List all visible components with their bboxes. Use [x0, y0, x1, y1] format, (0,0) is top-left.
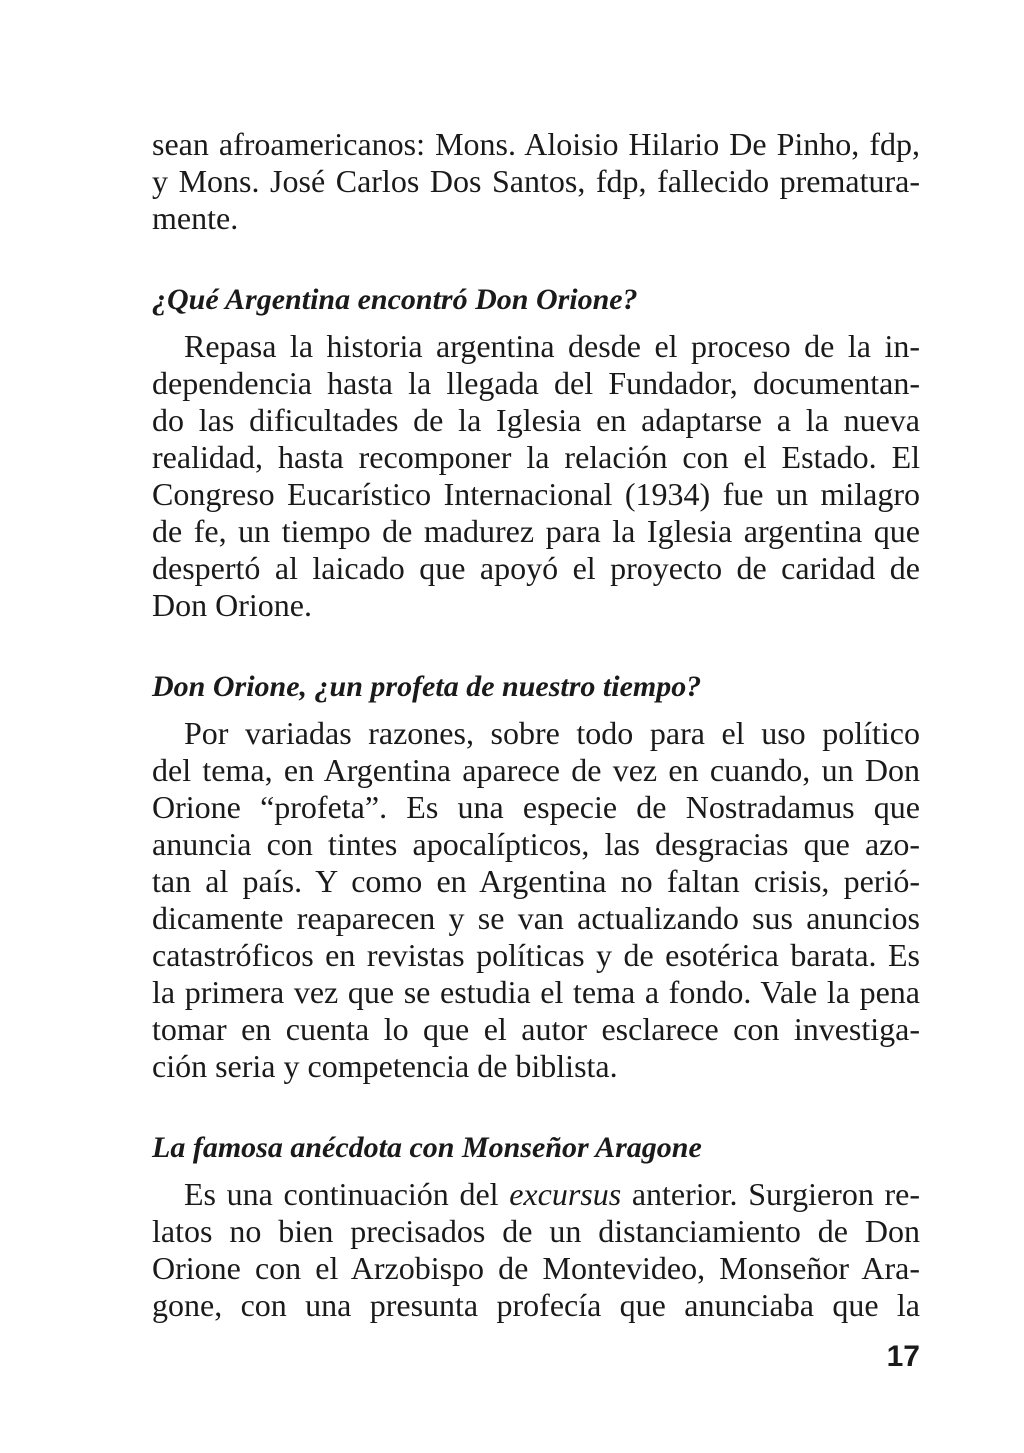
text-segment: anterior. Surgieron re-	[621, 1176, 921, 1212]
text-line: Congreso Eucarístico Internacional (1934) fue un milagro	[152, 476, 920, 512]
document-page	[152, 126, 920, 1324]
text-line: Por variadas razones, sobre todo para el uso político	[184, 715, 920, 751]
section-paragraph	[152, 328, 920, 624]
section-paragraph	[152, 715, 920, 1085]
text-line: del tema, en Argentina aparece de vez en cuando, un Don	[152, 752, 920, 788]
text-line: Repasa la historia argentina desde el proceso de la in-	[184, 328, 920, 364]
text-line: gone, con una presunta profecía que anunciaba que la	[152, 1287, 920, 1323]
text-line: Orione con el Arzobispo de Montevideo, Monseñor Ara-	[152, 1250, 920, 1286]
text-line: catastróficos en revistas políticas y de esotérica barata. Es	[152, 937, 920, 973]
text-line: realidad, hasta recomponer la relación con el Estado. El	[152, 439, 920, 475]
text-line: tomar en cuenta lo que el autor esclarece con investiga-	[152, 1011, 920, 1047]
section-heading: ¿Qué Argentina encontró Don Orione?	[152, 283, 638, 316]
text-line: mente.	[152, 200, 239, 236]
section-paragraph	[152, 1176, 920, 1324]
section-heading: La famosa anécdota con Monseñor Aragone	[152, 1131, 702, 1164]
text-line: dependencia hasta la llegada del Fundador, documentan-	[152, 365, 920, 401]
text-line: anuncia con tintes apocalípticos, las desgracias que azo-	[152, 826, 920, 862]
text-line	[152, 1176, 920, 1213]
text-line: tan al país. Y como en Argentina no faltan crisis, perió-	[152, 863, 920, 899]
section-heading: Don Orione, ¿un profeta de nuestro tiempo?	[152, 670, 702, 703]
text-line: do las dificultades de la Iglesia en adaptarse a la nueva	[152, 402, 920, 438]
text-line: y Mons. José Carlos Dos Santos, fdp, fallecido prematura-	[152, 163, 920, 199]
text-line: Orione “profeta”. Es una especie de Nostradamus que	[152, 789, 920, 825]
text-line: sean afroamericanos: Mons. Aloisio Hilario De Pinho, fdp,	[152, 126, 920, 162]
text-line: la primera vez que se estudia el tema a fondo. Vale la pena	[152, 974, 920, 1010]
opening-paragraph	[152, 126, 920, 237]
text-segment: Es una continuación del	[184, 1176, 510, 1212]
text-line: latos no bien precisados de un distanciamiento de Don	[152, 1213, 920, 1249]
italic-term: excursus	[509, 1176, 622, 1212]
text-line: ción seria y competencia de biblista.	[152, 1048, 618, 1084]
text-line: despertó al laicado que apoyó el proyecto de caridad de	[152, 550, 920, 586]
text-line: de fe, un tiempo de madurez para la Iglesia argentina que	[152, 513, 920, 549]
page-number: 17	[886, 1340, 920, 1373]
text-line: dicamente reaparecen y se van actualizando sus anuncios	[152, 900, 920, 936]
text-line: Don Orione.	[152, 587, 312, 623]
